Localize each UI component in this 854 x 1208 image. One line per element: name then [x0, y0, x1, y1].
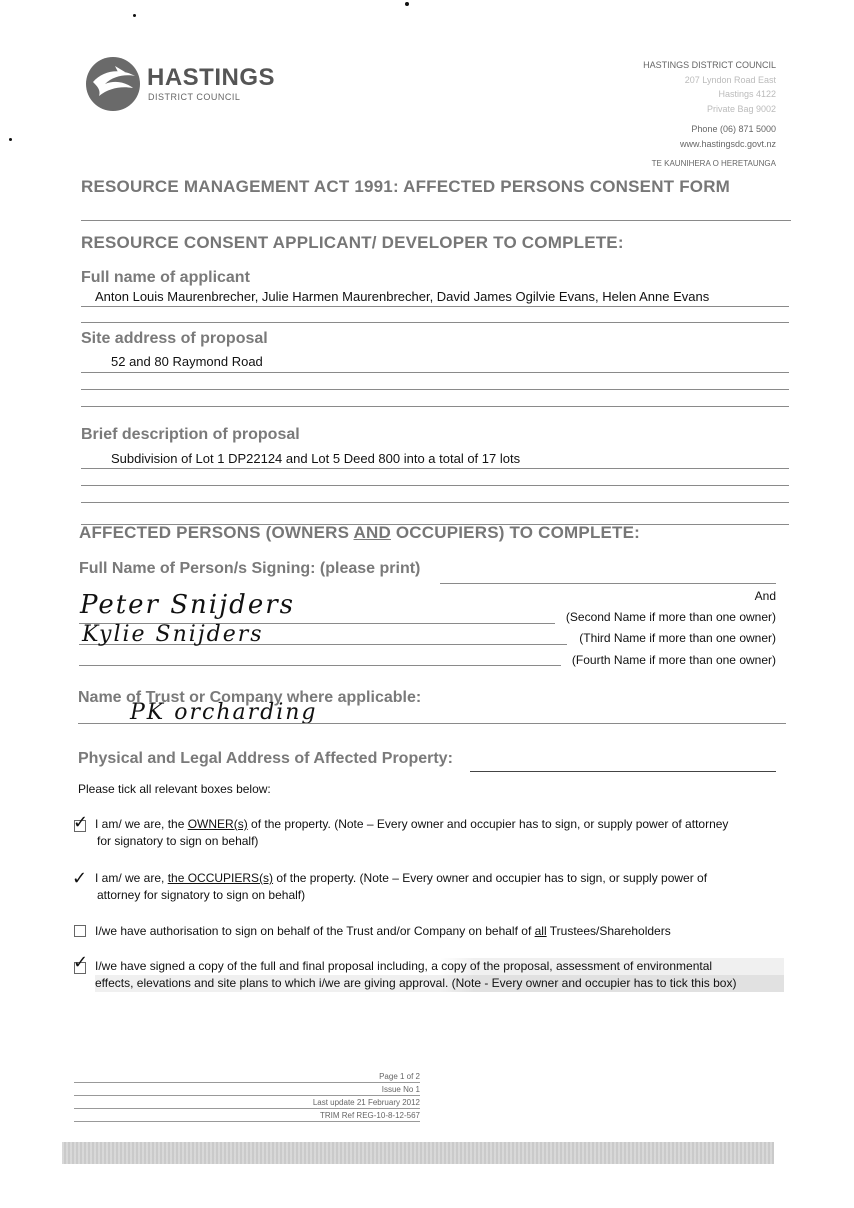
text-line-2: for signatory to sign on behalf) — [97, 834, 259, 848]
underlined-text: the OCCUPIERS(s) — [167, 871, 274, 885]
second-name-hint: (Second Name if more than one owner) — [565, 610, 776, 624]
text: I/we have signed a copy of the full and final proposal including, a copy of the proposal, assessment of environmental — [95, 959, 713, 973]
section-2-title-and: AND — [353, 523, 391, 542]
field-line — [81, 306, 789, 307]
site-label: Site address of proposal — [81, 330, 268, 347]
text: I am/ we are, — [95, 871, 168, 885]
underlined-text: all — [534, 924, 547, 938]
logo-subtitle: DISTRICT COUNCIL — [148, 92, 241, 102]
applicant-value: Anton Louis Maurenbrecher, Julie Harmen Maurenbrecher, David James Ogilvie Evans, Helen Anne Evans — [95, 289, 710, 304]
field-line — [78, 723, 786, 724]
text-line-2: attorney for signatory to sign on behalf) — [97, 888, 306, 902]
website: www.hastingsdc.govt.nz — [679, 138, 776, 149]
field-line — [81, 389, 789, 390]
field-line — [81, 372, 789, 373]
and-text: And — [754, 589, 776, 603]
owner-checkbox-row[interactable] — [72, 812, 784, 850]
occupier-checkbox-text — [95, 870, 784, 904]
trust-value-handwritten: PK orcharding — [130, 700, 318, 725]
address-label: Physical and Legal Address of Affected Property: — [78, 750, 453, 767]
address-line: 207 Lyndon Road East — [684, 74, 776, 85]
signer-2-handwritten: Kylie Snijders — [82, 622, 264, 647]
field-line — [79, 665, 561, 666]
signer-1-handwritten: Peter Snijders — [80, 590, 295, 620]
field-line — [81, 406, 789, 407]
form-title: RESOURCE MANAGEMENT ACT 1991: AFFECTED PERSONS CONSENT FORM — [81, 177, 731, 196]
text-line-2: effects, elevations and site plans to which i/we are giving approval. (Note - Every owner and occupier has to tick this box) — [95, 975, 784, 992]
site-value: 52 and 80 Raymond Road — [111, 354, 263, 369]
checkmark-icon: ✓ — [73, 952, 89, 973]
signing-label: Full Name of Person/s Signing: (please print) — [79, 560, 421, 577]
checkmark-icon: ✓ — [72, 868, 88, 889]
logo-name: HASTINGS — [147, 64, 276, 91]
page-number: Page 1 of 2 — [74, 1072, 420, 1083]
council-address-block — [516, 58, 776, 172]
scan-speck — [9, 138, 12, 141]
brief-label: Brief description of proposal — [81, 426, 300, 443]
field-line — [440, 583, 776, 584]
text: I/we have authorisation to sign on behalf of the Trust and/or Company on behalf of — [95, 924, 535, 938]
maori-name: TE KAUNIHERA O HERETAUNGA — [651, 159, 776, 168]
field-line — [81, 468, 789, 469]
trust-authorisation-checkbox-text — [95, 923, 784, 940]
text: I am/ we are, the — [95, 817, 188, 831]
text: Trustees/Shareholders — [546, 924, 671, 938]
field-line — [81, 502, 789, 503]
occupier-checkbox-row[interactable] — [72, 870, 784, 904]
owner-checkbox-text — [95, 816, 784, 850]
scan-speck — [405, 2, 409, 6]
issue-number: Issue No 1 — [74, 1083, 420, 1096]
council-name: HASTINGS DISTRICT COUNCIL — [643, 60, 776, 70]
checkbox-icon[interactable] — [74, 925, 86, 937]
last-update: Last update 21 February 2012 — [74, 1096, 420, 1109]
trust-authorisation-checkbox-row[interactable] — [72, 923, 784, 940]
address-line: Hastings 4122 — [718, 89, 776, 99]
applicant-label: Full name of applicant — [81, 269, 250, 286]
section-2-title-part: AFFECTED PERSONS (OWNERS — [79, 523, 354, 542]
checkmark-icon: ✓ — [73, 812, 89, 833]
text: of the property. (Note – Every owner and occupier has to sign, or supply power of — [273, 871, 708, 885]
field-line — [81, 322, 789, 323]
trim-ref: TRIM Ref REG-10-8-12-567 — [74, 1109, 420, 1122]
field-line — [81, 485, 789, 486]
text: of the property. (Note – Every owner and occupier has to sign, or supply power of attorney — [247, 817, 729, 831]
divider — [81, 220, 791, 221]
third-name-hint: (Third Name if more than one owner) — [579, 631, 776, 645]
field-line — [470, 771, 776, 772]
section-2-title — [79, 523, 640, 543]
proposal-signed-checkbox-text — [95, 958, 784, 992]
footer-block — [74, 1072, 420, 1122]
tick-instruction: Please tick all relevant boxes below: — [78, 782, 271, 796]
scan-band — [62, 1142, 774, 1164]
brief-value: Subdivision of Lot 1 DP22124 and Lot 5 Deed 800 into a total of 17 lots — [111, 451, 521, 466]
underlined-text: OWNER(s) — [187, 817, 248, 831]
hastings-logo-icon — [85, 56, 141, 112]
section-1-title: RESOURCE CONSENT APPLICANT/ DEVELOPER TO COMPLETE: — [81, 233, 624, 252]
scan-speck — [133, 14, 136, 17]
address-line: Private Bag 9002 — [706, 103, 776, 114]
fourth-name-hint: (Fourth Name if more than one owner) — [571, 653, 776, 667]
section-2-title-part: OCCUPIERS) TO COMPLETE: — [390, 523, 641, 542]
trust-label: Name of Trust or Company where applicable: — [78, 689, 422, 706]
phone: Phone (06) 871 5000 — [691, 124, 776, 134]
council-logo — [85, 56, 285, 114]
proposal-signed-checkbox-row[interactable] — [72, 952, 784, 992]
